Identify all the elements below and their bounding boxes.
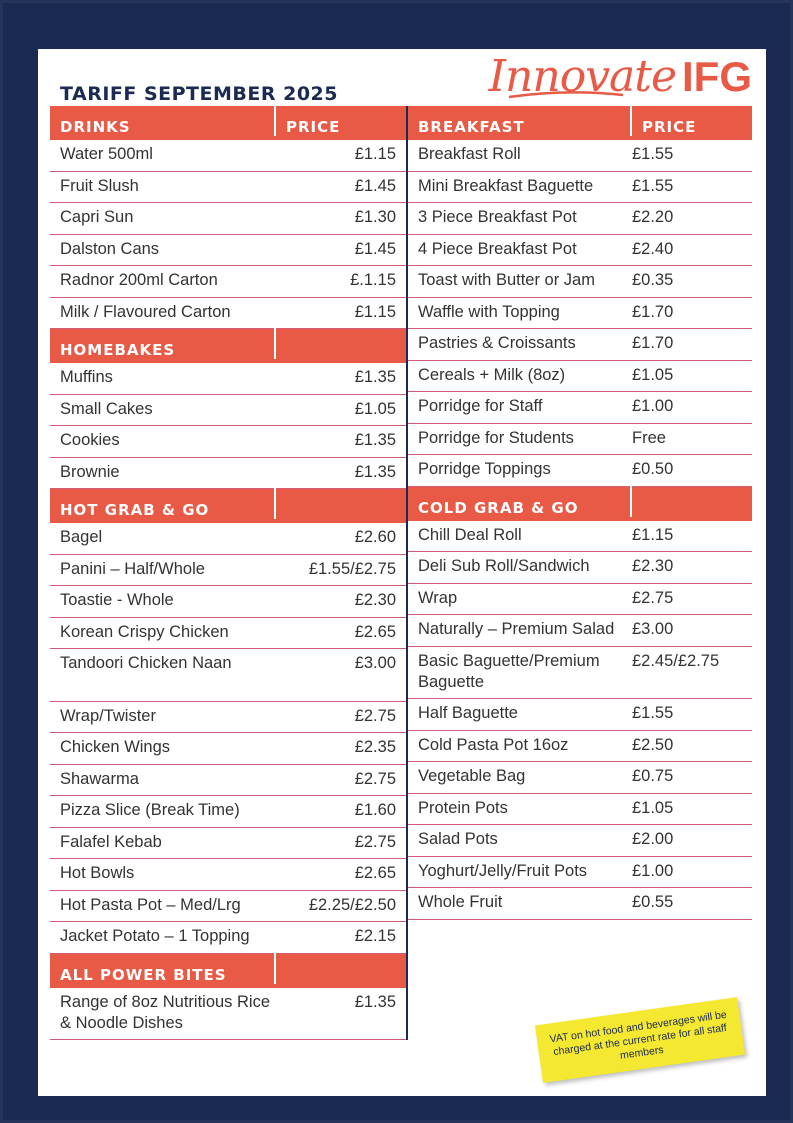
item-name: Small Cakes [60,399,153,418]
menu-item-row [408,140,752,172]
item-name: Salad Pots [418,830,498,848]
item-price: £2.35 [354,738,396,756]
item-price: £1.00 [632,397,674,415]
section-header [50,489,406,523]
menu-item-row [50,266,406,298]
menu-item-row [408,699,752,731]
menu-item-row [408,203,752,235]
item-price: £2.75 [354,832,396,851]
item-name: Porridge Toppings [418,460,551,478]
item-price: £1.05 [632,365,674,384]
item-name: Jacket Potato – 1 Topping [60,927,250,945]
left-menu-column [50,106,408,1040]
item-price: £2.30 [354,591,396,609]
item-price: £1.70 [632,302,674,321]
item-price: £1.55 [632,176,674,195]
item-name: Korean Crispy Chicken [60,622,229,641]
item-name: Pizza Slice (Break Time) [60,801,240,819]
menu-item-row [50,235,406,267]
item-price: £1.15 [354,145,396,163]
menu-item-row [50,733,406,765]
item-name: 4 Piece Breakfast Pot [418,239,577,258]
brand-logo [489,51,752,103]
item-price: £0.75 [632,767,674,785]
item-price: £1.55/£2.75 [308,559,396,578]
item-name: Breakfast Roll [418,145,521,163]
section-header [50,106,406,140]
menu-item-row [50,586,406,618]
item-price: £1.30 [354,208,396,226]
section-header [50,329,406,363]
section-title: HOT GRAB & GO [50,485,276,519]
item-price: £1.35 [354,431,396,449]
item-price: Free [632,428,666,447]
menu-item-row [408,584,752,616]
menu-item-row [408,266,752,298]
item-name: Toastie - Whole [60,591,174,609]
item-name: Whole Fruit [418,893,503,911]
item-name: Vegetable Bag [418,767,526,785]
section-header [408,487,752,521]
item-name: Porridge for Students [418,428,574,447]
menu-item-row [50,649,406,702]
logo-script-text: Innovate [488,51,676,102]
item-name: Naturally – Premium Salad [418,620,615,638]
item-name: Radnor 200ml Carton [60,271,218,289]
item-price: £2.20 [632,208,674,226]
item-name: Muffins [60,368,113,386]
item-price: £1.05 [632,798,674,817]
item-name: Cookies [60,431,120,449]
item-price: £2.75 [354,706,396,725]
item-name: Hot Pasta Pot – Med/Lrg [60,895,241,914]
section-title: BREAKFAST [408,102,632,136]
item-name: Porridge for Staff [418,397,543,415]
item-price: £2.65 [354,622,396,641]
item-price: £1.35 [354,368,396,386]
item-price: £1.35 [354,462,396,481]
item-name: Waffle with Topping [418,302,560,321]
item-name: Pastries & Croissants [418,334,576,352]
item-price: £2.45/£2.75 [632,651,720,670]
menu-item-row [50,988,406,1041]
item-name: Dalston Cans [60,239,160,258]
price-column-header: PRICE [642,118,697,136]
menu-item-row [50,828,406,860]
item-name: Falafel Kebab [60,832,162,851]
item-name: Chicken Wings [60,738,171,756]
item-price: £1.45 [354,239,396,258]
section-title: DRINKS [50,102,276,136]
menu-item-row [50,363,406,395]
item-price: £2.30 [632,557,674,575]
menu-item-row [50,203,406,235]
item-price: £1.55 [632,704,674,722]
menu-item-row [408,794,752,826]
menu-item-row [50,523,406,555]
item-price: £1.70 [632,334,674,352]
item-price: £2.75 [632,588,674,607]
menu-item-row [408,361,752,393]
item-price: £0.55 [632,893,674,911]
menu-item-row [50,140,406,172]
item-price: £2.15 [354,927,396,945]
vat-sticky-note: VAT on hot food and beverages will be charged at the current rate for all staff members [535,997,745,1083]
item-price: £2.50 [632,735,674,754]
menu-item-row [408,762,752,794]
item-price: £1.35 [354,992,396,1011]
item-name: Half Baguette [418,704,518,722]
item-name: Wrap/Twister [60,706,156,725]
item-name: Tandoori Chicken Naan [60,654,232,672]
item-name: 3 Piece Breakfast Pot [418,208,577,226]
menu-item-row [408,552,752,584]
item-price: £1.15 [632,525,674,544]
menu-item-row [50,765,406,797]
item-price: £3.00 [632,620,674,638]
item-price: £1.00 [632,861,674,880]
item-name: Deli Sub Roll/Sandwich [418,557,590,575]
menu-item-row [408,329,752,361]
item-price: £.1.15 [350,271,396,289]
item-price: £3.00 [354,654,396,672]
menu-item-row [408,424,752,456]
item-price: £0.35 [632,271,674,289]
menu-item-row [50,618,406,650]
item-name: Range of 8oz Nutritious Rice & Noodle Dishes [60,992,271,1032]
item-name: Mini Breakfast Baguette [418,176,594,195]
section-header [50,954,406,988]
section-header [408,106,752,140]
section-title: ALL POWER BITES [50,950,276,984]
menu-item-row [408,731,752,763]
menu-item-row [50,796,406,828]
menu-item-row [50,426,406,458]
menu-item-row [408,825,752,857]
menu-item-row [408,172,752,204]
item-name: Hot Bowls [60,864,135,882]
item-price: £1.05 [354,399,396,418]
tariff-page [38,49,766,1096]
item-name: Panini – Half/Whole [60,559,205,578]
item-name: Yoghurt/Jelly/Fruit Pots [418,861,588,880]
menu-item-row [408,392,752,424]
logo-swoosh-icon [507,91,625,101]
item-price: £0.50 [632,460,674,478]
menu-item-row [50,891,406,923]
item-price: £1.55 [632,145,674,163]
item-name: Milk / Flavoured Carton [60,302,231,321]
item-name: Chill Deal Roll [418,525,522,544]
item-name: Water 500ml [60,145,153,163]
section-title: HOMEBAKES [50,325,276,359]
item-price: £2.60 [354,528,396,546]
item-name: Basic Baguette/Premium Baguette [418,651,600,691]
menu-item-row [50,555,406,587]
item-name: Brownie [60,462,120,481]
item-price: £1.45 [354,176,396,195]
item-price: £2.00 [632,830,674,848]
item-name: Cold Pasta Pot 16oz [418,735,569,754]
menu-item-row [50,859,406,891]
item-price: £2.40 [632,239,674,258]
item-price: £1.15 [354,302,396,321]
menu-item-row [50,702,406,734]
item-name: Toast with Butter or Jam [418,271,595,289]
price-column-header: PRICE [286,118,341,136]
item-name: Wrap [418,588,458,607]
item-name: Capri Sun [60,208,134,226]
menu-item-row [408,888,752,920]
item-price: £2.25/£2.50 [308,895,396,914]
item-price: £2.75 [354,769,396,788]
item-price: £2.65 [354,864,396,882]
logo-brand-text: IFG [682,53,752,100]
menu-item-row [50,395,406,427]
menu-item-row [408,521,752,553]
menu-item-row [408,298,752,330]
page-title: TARIFF SEPTEMBER 2025 [60,83,338,105]
item-name: Cereals + Milk (8oz) [418,365,566,384]
section-title: COLD GRAB & GO [408,483,632,517]
item-name: Bagel [60,528,103,546]
item-name: Protein Pots [418,798,508,817]
item-name: Shawarma [60,769,139,788]
item-name: Fruit Slush [60,176,139,195]
item-price: £1.60 [354,801,396,819]
right-menu-column [408,106,752,920]
menu-item-row [50,172,406,204]
menu-item-row [408,615,752,647]
menu-item-row [408,647,752,700]
menu-item-row [408,235,752,267]
menu-item-row [408,857,752,889]
